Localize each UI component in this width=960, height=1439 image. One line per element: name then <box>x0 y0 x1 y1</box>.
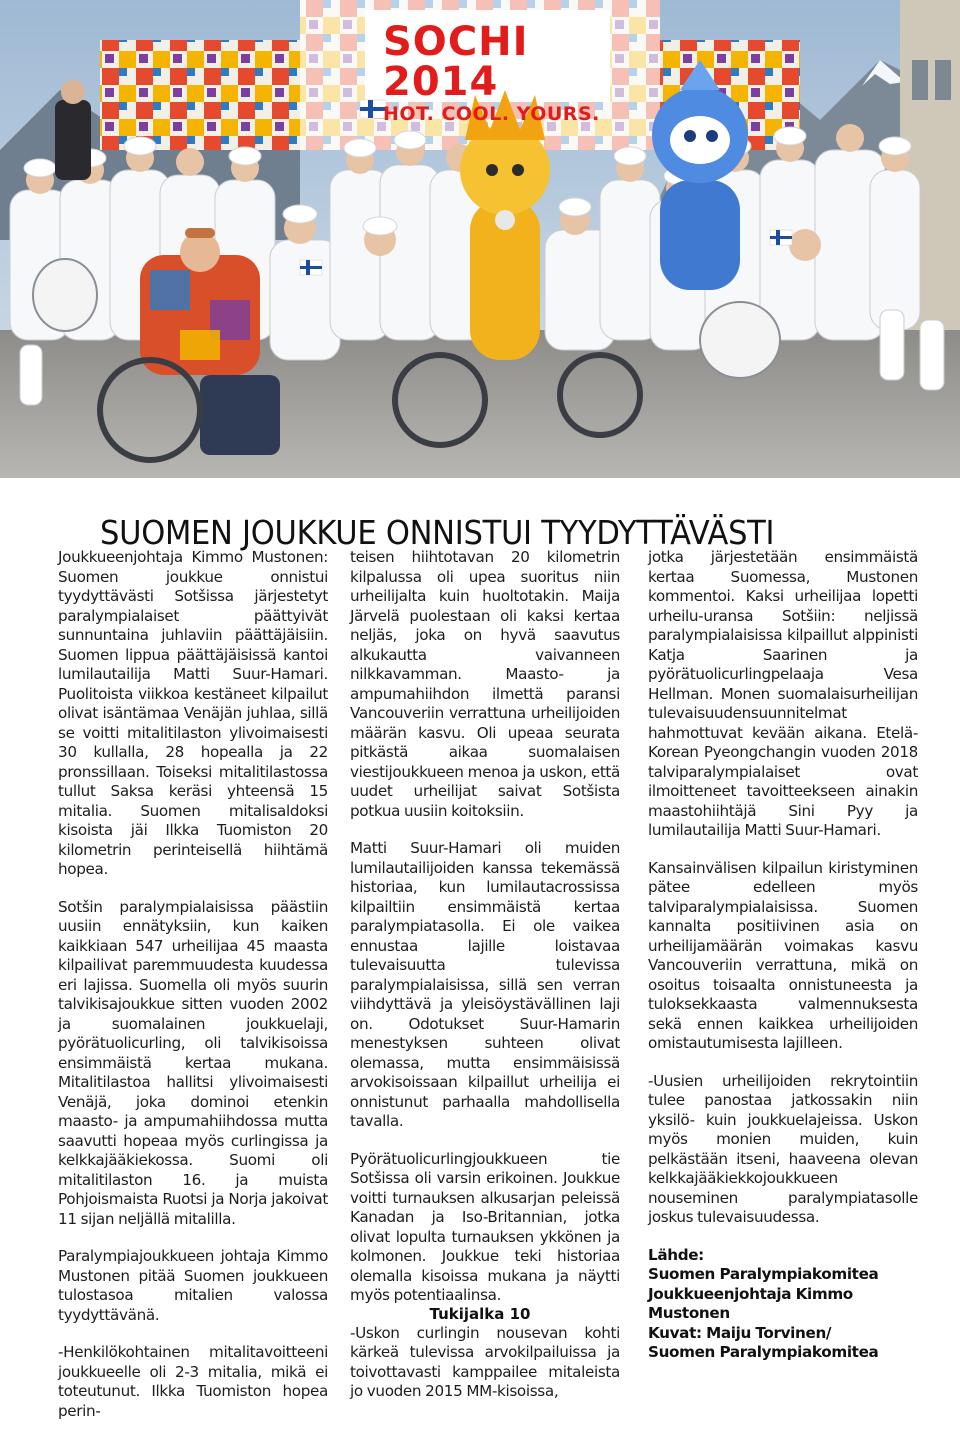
article-column-2 <box>350 548 620 1420</box>
article-paragraph: -Uskon curlingin nousevan kohti kärkeä tulevissa arvokilpailuissa ja toivottavasti kamppailee mitaleista jo vuoden 2015 MM-kisoissa, <box>350 1323 620 1400</box>
article-column-3 <box>648 548 918 1363</box>
article-paragraph: Matti Suur-Hamari oli muiden lumilautailijoiden kanssa tekemässä historiaa, kun lumilautacrossissa kilpailtiin ensimmäistä kertaa paralympiatasolla. Ei ole vaikea ennustaa lajille loistavaa tulevaisuutta tulevissa paralympialaisissa, sillä sen verran viihdyttävä ja yleisöystävällinen laji on. Odotukset Suur-Hamarin menestyksen suhteen olivat olemassa, mutta ensimmäisissä arvokisoissaan kilpaillut urheilija ei onnistunut parhaalla mahdollisella tavalla. <box>350 839 620 1130</box>
article-headline: SUOMEN JOUKKUE ONNISTUI TYYDYTTÄVÄSTI <box>100 513 775 552</box>
source-line: Suomen Paralympiakomitea <box>648 1265 879 1283</box>
article-paragraph: -Uusien urheilijoiden rekrytointiin tulee panostaa jatkossakin niin yksilö- kuin joukkuelajeissa. Uskon myös monien muiden, kuin pelkästään itseni, haaveena olevan kelkkajääkiekkojoukkueen nouseminen paralympiatasolle joskus tulevaisuudessa. <box>648 1071 918 1226</box>
article-paragraph: Kansainvälisen kilpailun kiristyminen pätee edelleen myös talviparalympialaisissa. Suomen kannalta positiivinen asia on urheilijamäärän voimakas kasvu Vancouveriin verrattuna, mikä on osoitus toisaalta onnistuneesta ja tuloksekkaasta valmennuksesta sekä ennen kaikkea urheilijoiden omistautumisesta lajilleen. <box>648 858 918 1052</box>
article-paragraph: Paralympiajoukkueen johtaja Kimmo Mustonen pitää Suomen joukkueen tulostasoa mitalien valossa tyydyttävänä. <box>58 1247 328 1324</box>
source-label: Lähde: <box>648 1245 704 1264</box>
source-line: Suomen Paralympiakomitea <box>648 1343 879 1361</box>
sochi-banner-title: SOCHI 2014 <box>383 19 529 105</box>
article-source <box>648 1246 918 1363</box>
article-paragraph: jotka järjestetään ensimmäistä kertaa Suomessa, Mustonen kommentoi. Kaksi urheilijaa lopetti urheilu-uransa Sotšiin: neljissä paralympialaisissa kilpaillut alppinisti Katja Saarinen ja pyörätuolicurlingpelaaja Vesa Hellman. Monen suomalaisurheilijan tulevaisuudensuunnitelmat hahmottuvat kevään aikana. Etelä-Korean Pyeongchangin vuoden 2018 talviparalympialaiset ovat ilmoitteneet tavoitteekseen ainakin maastohiihtäjä Sini Pyy ja lumilautailija Matti Suur-Hamari. <box>648 548 918 839</box>
sochi-banner <box>383 19 605 125</box>
article-paragraph: Pyörätuolicurlingjoukkueen tie Sotšissa oli varsin erikoinen. Joukkue voitti turnauksen alkusarjan peleissä Kanadan ja Iso-Britannian, jotka olivat lopulta turnauksen ykkönen ja kolmonen. Joukkue teki historiaa olemalla kisoissa mukana ja näytti myös potentiaalinsa. <box>350 1149 620 1304</box>
article-paragraph: Sotšin paralympialaisissa päästiin uusiin ennätyksiin, kun kaiken kaikkiaan 547 urheilijaa 45 maasta kilpailivat paremmuudesta kuudessa eri lajissa. Suomella oli myös suurin talvikisajoukkue sitten vuoden 2002 ja suomalainen joukkuelaji, pyörätuolicurling, oli talvikisoissa ensimmäistä kertaa mukana. Mitalitilastoa hallitsi ylivoimaisesti Venäjä, joka dominoi etenkin maasto- ja ampumahiihdossa mutta saavutti hopeaa myös curlingissa ja kelkkajääkiekossa. Suomi oli mitalitilaston 16. ja muista Pohjoismaista Ruotsi ja Norja jakoivat 11 sijan neljällä mitalilla. <box>58 897 328 1228</box>
team-photo <box>0 0 960 478</box>
article-paragraph: Joukkueenjohtaja Kimmo Mustonen: Suomen joukkue onnistui tyydyttävästi Sotšissa järjestetyt paralympialaiset päättyivät sunnuntaina juhlaviin päättäjäisiin. Suomen lippua päättäjäisissä kantoi lumilautailija Matti Suur-Hamari. Puolitoista viikkoa kestäneet kilpailut olivat isäntämaa Venäjän juhlaa, sillä se voitti mitalitilaston ylivoimaisesti 30 kullalla, 28 hopealla ja 22 pronssillaan. Toiseksi mitalitilastossa tullut Saksa keräsi yhteensä 15 mitalia. Suomen mitalisaldoksi kisoista jäi Ilkka Tuomiston 20 kilometrin perinteisellä hiihtämä hopea. <box>58 548 328 878</box>
page-footer: Tukijalka 10 <box>429 1305 531 1323</box>
article-paragraph: -Henkilökohtainen mitalitavoitteeni joukkueelle oli 2-3 mitalia, mikä ei toteutunut. Ilkka Tuomiston hopea perin- <box>58 1343 328 1420</box>
article-paragraph: teisen hiihtotavan 20 kilometrin kilpalussa oli upea suoritus niin urheilijalta kuin huoltotakin. Maija Järvelä puolestaan oli kaksi kertaa neljäs, joka on hyvä saavutus alkukautta vaivanneen nilkkavamman. Maasto- ja ampumahiihdon ilmettä paransi Vancouveriin verrattuna urheilijoiden määrän kasvu. Oli upeaa seurata pitkästä aikaa suomalaisen viestijoukkueen menoa ja uskon, että uudet urheilijat saivat Sotšista potkua uusiin koitoksiin. <box>350 548 620 820</box>
source-line: Kuvat: Maiju Torvinen/ <box>648 1323 832 1342</box>
source-line: Joukkueenjohtaja Kimmo Mustonen <box>648 1284 853 1322</box>
sochi-banner-tagline: HOT. COOL. YOURS. <box>383 103 600 125</box>
